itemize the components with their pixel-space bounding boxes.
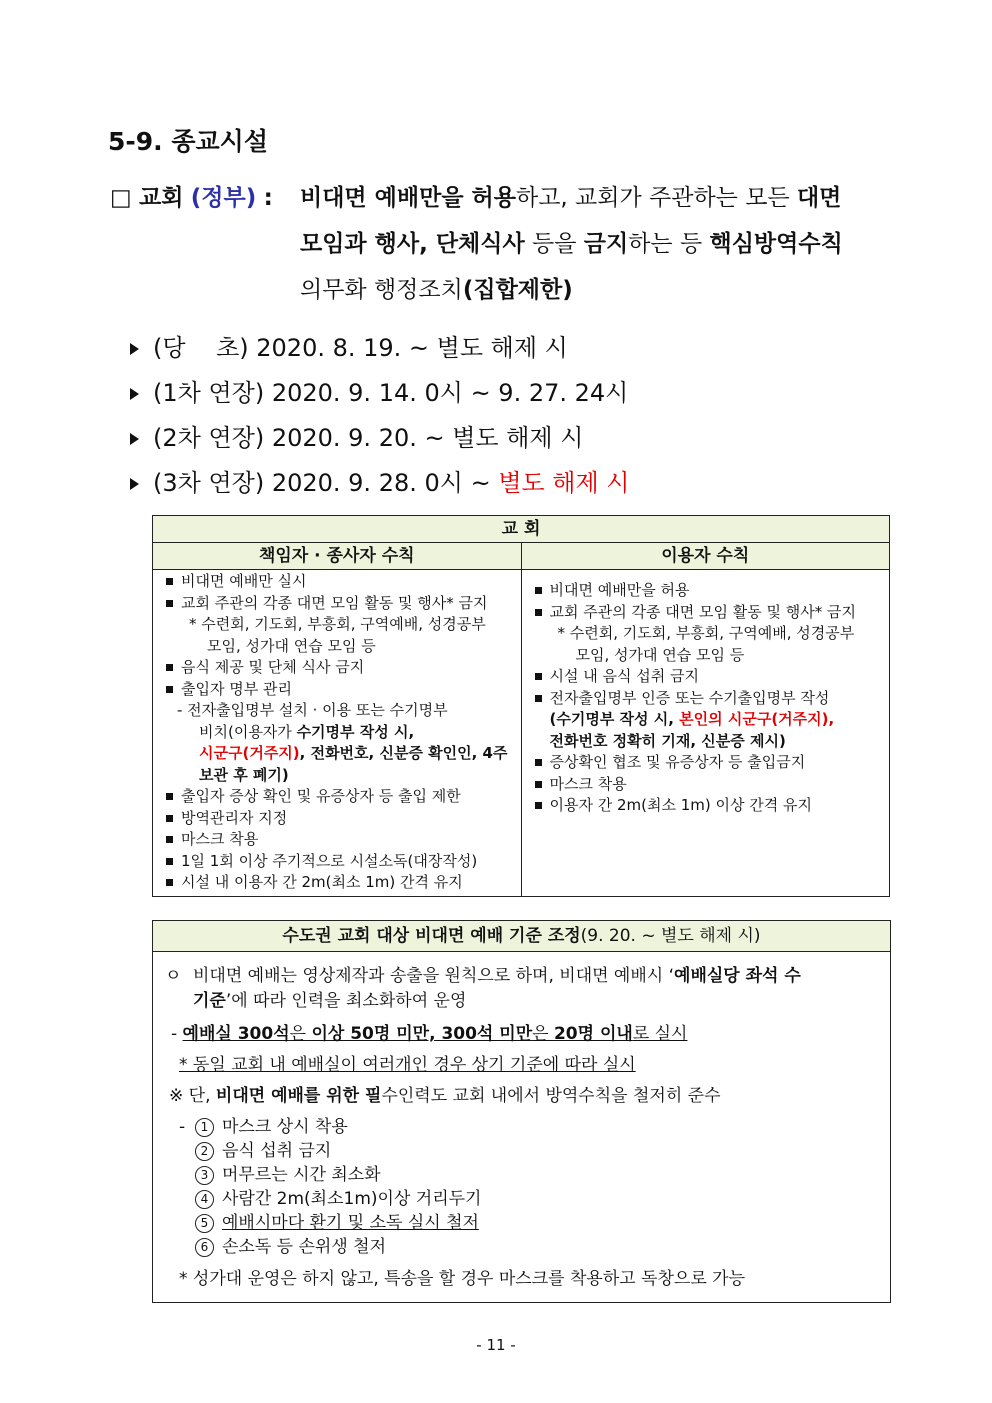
table-title: 교 회 [153,516,890,543]
sub-bold: (수기명부 작성 시, [549,710,680,728]
main-text: 하는 등 [628,231,710,257]
period-row [130,418,583,453]
main-line-1 [110,175,910,221]
online-worship-box [152,920,891,1303]
paragraph-3 [165,1053,880,1078]
authority: (정부) [190,185,257,211]
left-rules-cell [153,570,522,897]
p4-text: 수인력도 교회 내에서 방역수칙을 철저히 준수 [381,1086,721,1106]
list-item: 교회 주관의 각종 대면 모임 활동 및 행사* 금지 [163,593,515,615]
list-item: 이용자 간 2m(최소 1m) 이상 간격 유지 [532,795,884,817]
list-item: 전자출입명부 인증 또는 수기출입명부 작성 [532,688,884,710]
p4-text: ※ 단, [169,1086,216,1106]
period-text: 2020. 9. 20. ~ 별도 해제 시 [271,424,584,452]
page-number: - 11 - [476,1336,516,1354]
p3-text: * 동일 교회 내 예배실이 여러개인 경우 상기 기준에 따라 실시 [179,1055,636,1075]
sub-red: 시군구(거주지) [199,744,300,762]
p1-bold: 기준 [193,991,226,1011]
allow-text: 비대면 예배만을 허용 [300,185,516,211]
main-bold: 핵심방역수칙 [709,231,843,257]
sub-bold: 보관 후 폐기) [199,765,289,784]
paragraph-2 [165,1022,880,1047]
number-badge: 3 [195,1166,214,1185]
p2-bold: 20명 이내 [553,1024,633,1044]
p2-bold: 이상 50명 미만, 300석 미만 [311,1024,533,1044]
note: 모임, 성가대 연습 모임 등 [575,645,745,664]
period-row [130,463,630,498]
p1-text: ’에 따라 인력을 최소화하여 운영 [225,991,467,1011]
sub-bold: , 전화번호, 신분증 확인인, 4주 [299,744,508,762]
note: 모임, 성가대 연습 모임 등 [207,636,376,655]
box-title [153,921,890,952]
period-text-red: 별도 해제 시 [498,469,630,497]
sub-item [163,743,515,765]
period-row [130,328,568,363]
p2-bold: 예배실 300석 [182,1024,290,1044]
note: * 수련회, 기도회, 부흥회, 구역예배, 성경공부 [557,624,855,642]
list-item: 방역관리자 지정 [163,808,515,830]
list-item [195,1163,880,1187]
sub-item: - 전자출입명부 설치 · 이용 또는 수기명부 [177,701,448,719]
dash: - [179,1117,186,1137]
list-item: 출입자 명부 관리 [163,679,515,701]
list-item: 음식 제공 및 단체 식사 금지 [163,657,515,679]
item-text: 머무르는 시간 최소화 [222,1165,381,1185]
p1-bold: 예배실당 좌석 수 [674,966,801,986]
sub-item [532,709,884,731]
box-title-text: 수도권 교회 대상 비대면 예배 기준 조정 [282,926,581,946]
list-item: 비대면 예배만 실시 [163,571,515,593]
list-item: 출입자 증상 확인 및 유증상자 등 출입 제한 [163,786,515,808]
number-badge: 1 [195,1118,214,1137]
list-item: 증상확인 협조 및 유증상자 등 출입금지 [532,752,884,774]
period-label: (당 초) [153,334,249,362]
sub-item [163,722,515,744]
circle-bullet: ㅇ [165,966,182,986]
main-bold: 금지 [583,231,629,257]
list-item: 교회 주관의 각종 대면 모임 활동 및 행사* 금지 [532,602,884,624]
col-header-right: 이용자 수칙 [521,543,890,570]
main-line-3 [110,267,910,313]
sub-item [532,731,884,753]
triangle-bullet-icon [130,433,139,445]
subject: 교회 [139,185,184,211]
list-item: 시설 내 이용자 간 2m(최소 1m) 간격 유지 [163,872,515,894]
numbered-list [165,1115,880,1259]
dash: - [171,1024,183,1044]
checkbox-mark: □ [110,185,132,211]
period-text: 2020. 9. 28. 0시 ~ [271,469,499,497]
period-text: 2020. 9. 14. 0시 ~ 9. 27. 24시 [271,379,629,407]
p2-text: 은 [289,1024,312,1044]
main-line-2 [110,221,910,267]
sub-bold: 전화번호 정확히 기재, 신분증 제시) [549,731,786,750]
colon: : [263,185,273,211]
item-text: 사람간 2m(최소1m)이상 거리두기 [222,1189,482,1209]
main-text: 하고, 교회가 주관하는 모든 [515,185,797,211]
main-text: 의무화 행정조치 [300,277,463,303]
number-badge: 5 [195,1214,214,1233]
church-rules-table [152,515,890,897]
item-text: 손소독 등 손위생 철저 [222,1237,387,1257]
main-statement [110,175,910,313]
list-item [195,1235,880,1259]
section-title: 5-9. 종교시설 [108,127,268,156]
list-item [195,1211,880,1235]
list-item: 마스크 착용 [532,774,884,796]
list-item [195,1115,880,1139]
list-item [195,1139,880,1163]
period-label: (3차 연장) [153,469,265,497]
paragraph-5: * 성가대 운영은 하지 않고, 특송을 할 경우 마스크를 착용하고 독창으로 가능 [179,1269,746,1289]
p4-bold: 비대면 예배를 위한 필 [215,1086,382,1106]
note: * 수련회, 기도회, 부흥회, 구역예배, 성경공부 [189,615,486,633]
paragraph-4 [165,1084,880,1109]
item-text: 음식 섭취 금지 [222,1141,332,1161]
box-title-suffix: (9. 20. ~ 별도 해제 시) [580,926,761,946]
number-badge: 2 [195,1142,214,1161]
triangle-bullet-icon [130,388,139,400]
item-text: 예배시마다 환기 및 소독 실시 철저 [222,1213,479,1233]
list-item [195,1187,880,1211]
number-badge: 4 [195,1190,214,1209]
period-label: (2차 연장) [153,424,265,452]
p2-text: 은 [532,1024,554,1044]
p2-text: 로 실시 [632,1024,688,1044]
right-rules-cell [521,570,890,897]
sub-bold: 수기명부 작성 시, [296,722,415,741]
triangle-bullet-icon [130,478,139,490]
item-text: 마스크 상시 착용 [222,1117,348,1137]
p1-text: 비대면 예배는 영상제작과 송출을 원칙으로 하며, 비대면 예배시 ‘ [193,966,675,986]
main-bold: 모임과 행사, 단체식사 [300,231,525,257]
main-bold: 대면 [796,185,842,211]
period-text: 2020. 8. 19. ~ 별도 해제 시 [256,334,568,362]
list-item: 마스크 착용 [163,829,515,851]
list-item: 1일 1회 이상 주기적으로 시설소독(대장작성) [163,851,515,873]
sub-text: 비치(이용자가 [199,722,297,741]
sub-red: 본인의 시군구(거주지), [679,710,835,728]
main-bold: (집합제한) [462,277,573,303]
col-header-left: 책임자 · 종사자 수칙 [153,543,522,570]
period-label: (1차 연장) [153,379,265,407]
triangle-bullet-icon [130,343,139,355]
list-item: 시설 내 음식 섭취 금지 [532,666,884,688]
number-badge: 6 [195,1238,214,1257]
sub-item [163,765,515,787]
period-row [130,373,628,408]
paragraph-1 [165,964,880,1014]
list-item: 비대면 예배만을 허용 [532,580,884,602]
main-text: 등을 [524,231,584,257]
